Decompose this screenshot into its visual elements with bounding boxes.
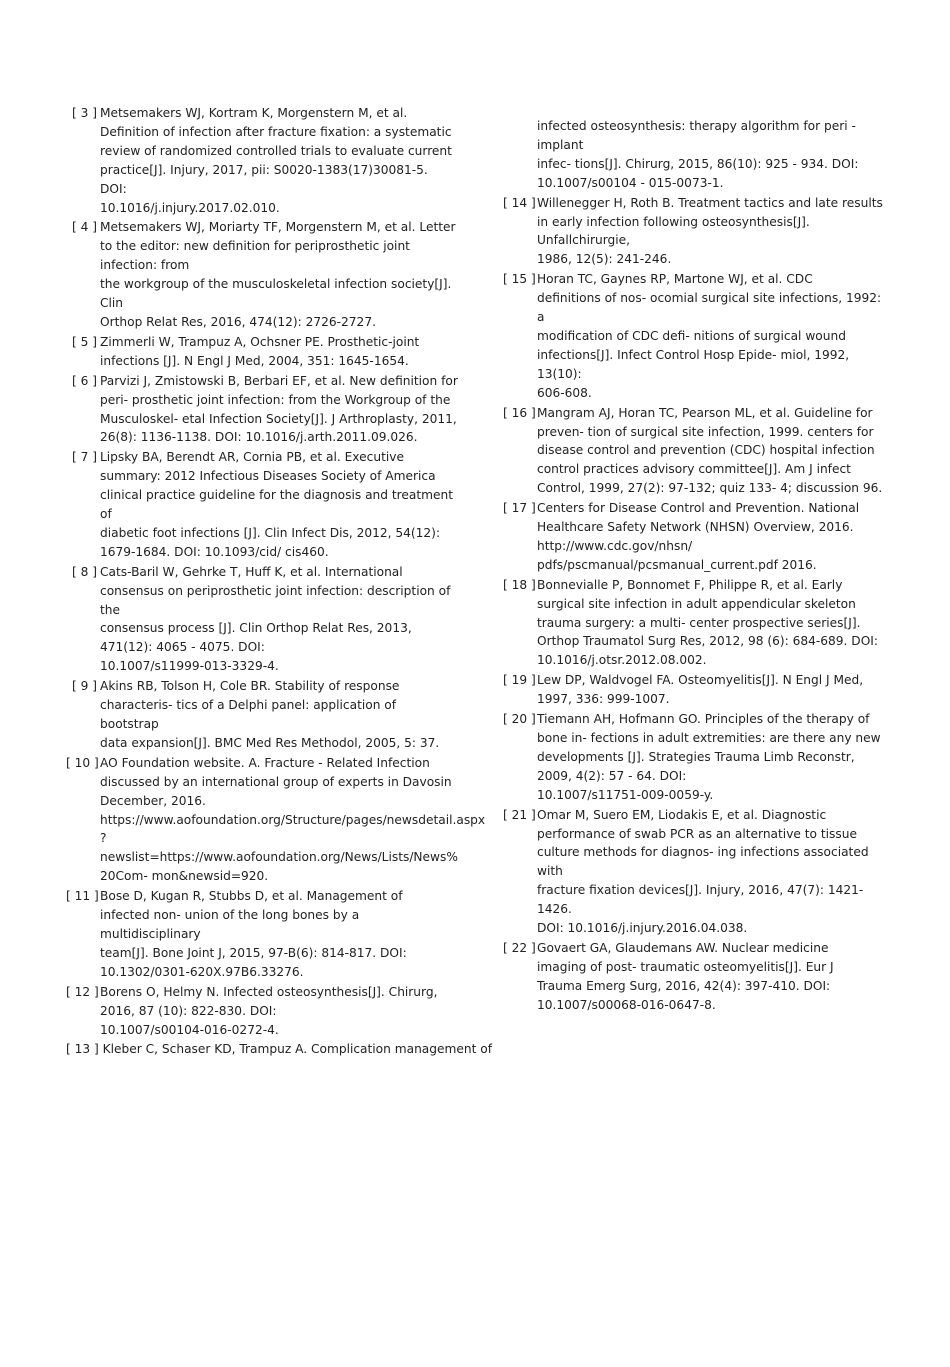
reference-text: Zimmerli W, Trampuz A, Ochsner PE. Prosthetic-joint infections [J]. N Engl J Med, 2004, 351: 1645-1654.	[100, 334, 420, 368]
reference-item-7	[72, 448, 458, 561]
reference-number: [ 12 ]	[66, 984, 99, 999]
reference-item-4	[72, 218, 458, 331]
reference-item-22	[503, 939, 883, 1015]
reference-item-10	[66, 754, 486, 886]
reference-item-18	[503, 576, 883, 671]
reference-item-14	[503, 194, 883, 270]
reference-number: [ 17 ]	[503, 501, 536, 516]
reference-item-9	[72, 677, 458, 753]
reference-text: infected osteosynthesis: therapy algorithm for peri - implant infec- tions[J]. Chirurg, 2015, 86(10): 925 - 934. DOI: 10.1007/s00104 - 015-0073-1.	[537, 119, 859, 190]
reference-text: Borens O, Helmy N. Infected osteosynthesis[J]. Chirurg, 2016, 87 (10): 822-830. DOI: 10.1007/s00104-016-0272-4.	[100, 984, 438, 1037]
reference-number: [ 7 ]	[72, 450, 98, 465]
reference-item-6	[72, 372, 458, 448]
reference-text: AO Foundation website. A. Fracture - Related Infection discussed by an international group of experts in Davosin December, 2016. https://www.aofoundation.org/Structure/pages/newsdetail.aspx ? newslist=https://www.aofoundation.org/News/Lists/News% 20Com- mon&newsid=920.	[100, 755, 486, 884]
reference-text: Parvizi J, Zmistowski B, Berbari EF, et al. New definition for peri- prosthetic joint infection: from the Workgroup of the Musculoskel- etal Infection Society[J]. J Arthroplasty, 2011, 26(8): 1136-1138. DOI: 10.1016/j.arth.2011.09.026.	[100, 373, 458, 445]
reference-number: [ 10 ]	[66, 755, 99, 770]
reference-item-13-continued	[503, 117, 883, 193]
reference-item-16	[503, 404, 883, 499]
reference-item-5	[72, 333, 458, 371]
reference-number: [ 13 ]	[66, 1042, 99, 1057]
reference-text: Bonnevialle P, Bonnomet F, Philippe R, et al. Early surgical site infection in adult appendicular skeleton trauma surgery: a multi- center prospective series[J]. Orthop Traumatol Surg Res, 2012, 98 (6): 684-689. DOI: 10.1016/j.otsr.2012.08.002.	[537, 577, 878, 668]
reference-text: Kleber C, Schaser KD, Trampuz A. Complication management of	[102, 1042, 492, 1057]
reference-number: [ 6 ]	[72, 373, 98, 388]
reference-text: Bose D, Kugan R, Stubbs D, et al. Management of infected non- union of the long bones by a multidisciplinary team[J]. Bone Joint J, 2015, 97-B(6): 814-817. DOI: 10.1302/0301-620X.97B6.33276.	[100, 889, 407, 979]
reference-text: Govaert GA, Glaudemans AW. Nuclear medicine imaging of post- traumatic osteomyelitis[J]. Eur J Trauma Emerg Surg, 2016, 42(4): 397-410. DOI: 10.1007/s00068-016-0647-8.	[537, 940, 834, 1012]
reference-number: [ 8 ]	[72, 564, 98, 579]
reference-text: Akins RB, Tolson H, Cole BR. Stability of response characteris- tics of a Delphi panel: application of bootstrap data expansion[J]. BMC Med Res Methodol, 2005, 5: 37.	[100, 679, 440, 750]
reference-item-12	[66, 983, 458, 1040]
reference-text: Lipsky BA, Berendt AR, Cornia PB, et al. Executive summary: 2012 Infectious Diseases Society of America clinical practice guideline for the diagnosis and treatment of diabetic foot infections [J]. Clin Infect Dis, 2012, 54(12): 1679-1684. DOI: 10.1093/cid/ cis460.	[100, 450, 454, 559]
reference-number: [ 20 ]	[503, 712, 536, 727]
reference-text: Mangram AJ, Horan TC, Pearson ML, et al. Guideline for preven- tion of surgical site infection, 1999. centers for disease control and prevention (CDC) hospital infection control practices advisory committee[J]. Am J infect Control, 1999, 27(2): 97-132; quiz 133- 4; discussion 96.	[537, 405, 883, 496]
reference-number: [ 11 ]	[66, 889, 99, 904]
reference-text: Metsemakers WJ, Moriarty TF, Morgenstern M, et al. Letter to the editor: new definition for periprosthetic joint infection: from the workgroup of the musculoskeletal infection society[J]. Clin Orthop Relat Res, 2016, 474(12): 2726-2727.	[100, 220, 456, 329]
reference-item-15	[503, 270, 883, 402]
reference-number: [ 15 ]	[503, 272, 536, 287]
reference-item-13	[66, 1040, 546, 1059]
left-reference-column	[66, 104, 492, 1060]
reference-item-17	[503, 499, 883, 575]
reference-item-11	[66, 887, 458, 982]
reference-number: [ 14 ]	[503, 195, 536, 210]
reference-item-8	[72, 563, 458, 676]
reference-number: [ 21 ]	[503, 807, 536, 822]
reference-number: [ 19 ]	[503, 673, 536, 688]
reference-text: Lew DP, Waldvogel FA. Osteomyelitis[J]. N Engl J Med, 1997, 336: 999-1007.	[537, 673, 864, 707]
right-reference-column	[503, 117, 883, 1016]
reference-text: Centers for Disease Control and Prevention. National Healthcare Safety Network (NHSN) Overview, 2016. http://www.cdc.gov/nhsn/ pdfs/pscmanual/pcsmanual_current.pdf 2016.	[537, 501, 860, 572]
reference-item-19	[503, 671, 883, 709]
reference-item-20	[503, 710, 883, 805]
reference-text: Metsemakers WJ, Kortram K, Morgenstern M, et al. Definition of infection after fracture fixation: a systematic review of randomized controlled trials to evaluate current practice[J]. Injury, 2017, pii: S0020-1383(17)30081-5. DOI: 10.1016/j.injury.2017.02.010.	[100, 106, 452, 215]
reference-number: [ 22 ]	[503, 940, 536, 955]
reference-text: Omar M, Suero EM, Liodakis E, et al. Diagnostic performance of swab PCR as an alternative to tissue culture methods for diagnos- ing infections associated with fracture fixation devices[J]. Injury, 2016, 47(7): 1421-1426. DOI: 10.1016/j.injury.2016.04.038.	[537, 807, 869, 936]
reference-number: [ 16 ]	[503, 405, 536, 420]
reference-item-3	[72, 104, 458, 217]
reference-text: Willenegger H, Roth B. Treatment tactics and late results in early infection following osteosynthesis[J]. Unfallchirurgie, 1986, 12(5): 241-246.	[537, 195, 883, 267]
reference-number: [ 9 ]	[72, 679, 98, 694]
reference-number: [ 3 ]	[72, 106, 98, 120]
reference-item-21	[503, 806, 883, 938]
reference-text: Horan TC, Gaynes RP, Martone WJ, et al. CDC definitions of nos- ocomial surgical site infections, 1992: a modification of CDC defi- nitions of surgical wound infections[J]. Infect Control Hosp Epide- miol, 1992, 13(10): 606-608.	[537, 272, 882, 400]
reference-text: Cats-Baril W, Gehrke T, Huff K, et al. International consensus on periprosthetic joint infection: description of the consensus process [J]. Clin Orthop Relat Res, 2013, 471(12): 4065 - 4075. DOI: 10.1007/s11999-013-3329-4.	[100, 564, 451, 674]
reference-text: Tiemann AH, Hofmann GO. Principles of the therapy of bone in- fections in adult extremities: are there any new developments [J]. Strategies Trauma Limb Reconstr, 2009, 4(2): 57 - 64. DOI: 10.1007/s11751-009-0059-y.	[537, 712, 881, 802]
reference-number: [ 5 ]	[72, 334, 98, 349]
reference-number: [ 4 ]	[72, 220, 98, 235]
reference-number: [ 18 ]	[503, 577, 536, 592]
